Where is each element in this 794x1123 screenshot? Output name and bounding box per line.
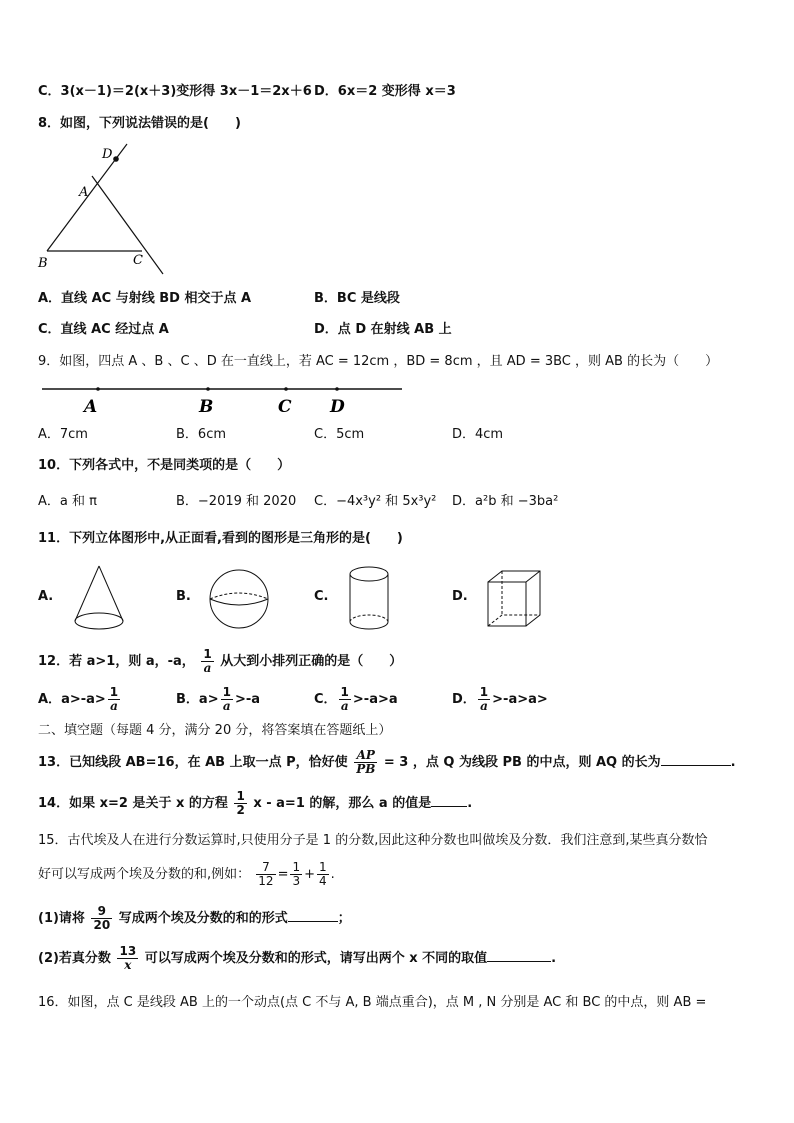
q14: 14．如果 x=2 是关于 x 的方程 $\frac{1}{2}$ x - a=1 的解，那么 a 的值是 . bbox=[38, 789, 473, 817]
q8-stem: 8．如图，下列说法错误的是( ) bbox=[38, 116, 241, 131]
q15-sub1-blank bbox=[288, 909, 338, 922]
q8-label-b: B bbox=[38, 256, 48, 271]
q9-figure bbox=[38, 380, 408, 418]
q13: 13．已知线段 AB=16，在 AB 上取一点 P，恰好使 $\frac{AP}{PB}$ = 3 ，点 Q 为线段 PB 的中点，则 AQ 的长为 . bbox=[38, 748, 736, 776]
q12-option-c: C． $\frac{1}{a}$ >-a>a bbox=[314, 685, 398, 713]
sphere-figure bbox=[207, 567, 271, 631]
q7-option-c: C．3(x－1)＝2(x＋3)变形得 3x－1＝2x＋6 bbox=[38, 84, 312, 99]
q10-option-a: A．a 和 π bbox=[38, 494, 97, 509]
q8-option-b: B．BC 是线段 bbox=[314, 291, 400, 306]
cylinder-figure bbox=[346, 564, 392, 636]
q12-stem-a: 12．若 a>1，则 a，-a， bbox=[38, 654, 195, 669]
q9-option-c: C．5cm bbox=[314, 427, 365, 442]
q10-stem: 10．下列各式中，不是同类项的是（ ） bbox=[38, 458, 291, 473]
q10-option-c: C．−4x³y² 和 5x³y² bbox=[314, 494, 437, 509]
q9-option-a: A．7cm bbox=[38, 427, 88, 442]
q10-option-d: D．a²b 和 −3ba² bbox=[452, 494, 559, 509]
q12-option-b: B．a> $\frac{1}{a}$ >-a bbox=[176, 685, 261, 713]
section-title-fill-in: 二、填空题（每题 4 分，满分 20 分，将答案填在答题纸上） bbox=[38, 723, 392, 738]
q8-label-a: A bbox=[79, 185, 89, 200]
q15-sub1: (1)请将 $\frac{9}{20}$ 写成两个埃及分数的和的形式 ； bbox=[38, 904, 351, 932]
q9-stem: 9．如图，四点 A 、B 、C 、D 在一直线上，若 AC = 12cm ，BD = 8cm ，且 AD = 3BC ，则 AB 的长为（ ） bbox=[38, 354, 719, 369]
q9-label-b: B bbox=[199, 397, 214, 417]
q9-label-c: C bbox=[278, 397, 292, 417]
q15-sub2-blank bbox=[487, 949, 551, 962]
q14-fraction: $\frac{1}{2}$ bbox=[236, 789, 245, 817]
q11-label-a: A. bbox=[38, 589, 54, 604]
q7-option-d: D．6x＝2 变形得 x＝3 bbox=[314, 84, 456, 99]
q12-stem bbox=[38, 648, 402, 675]
q12-fraction: $\frac{1}{a}$ bbox=[203, 647, 212, 675]
q15-sub2: (2)若真分数 $\frac{13}{x}$ 可以写成两个埃及分数和的形式，请写出两个 x 不同的取值 . bbox=[38, 944, 557, 972]
q8-figure bbox=[30, 138, 180, 278]
q15-line1: 15．古代埃及人在进行分数运算时,只使用分子是 1 的分数,因此这种分数也叫做埃及分数．我们注意到,某些真分数恰 bbox=[38, 833, 708, 848]
q14-answer-blank bbox=[431, 794, 467, 807]
q8-label-d: D bbox=[102, 147, 113, 162]
q13-answer-blank bbox=[661, 753, 731, 766]
q11-stem: 11．下列立体图形中,从正面看,看到的图形是三角形的是( ) bbox=[38, 531, 403, 546]
q8-option-a: A．直线 AC 与射线 BD 相交于点 A bbox=[38, 291, 252, 306]
q11-label-b: B. bbox=[176, 589, 191, 604]
q15-line2: 好可以写成两个埃及分数的和,例如： $\frac{7}{12}$ = $\frac{1}{3}$ + $\frac{1}{4}$ . bbox=[38, 860, 335, 888]
q13-fraction: $\frac{AP}{PB}$ bbox=[356, 748, 376, 776]
q9-label-d: D bbox=[330, 397, 345, 417]
q11-label-c: C. bbox=[314, 589, 329, 604]
cone-figure bbox=[72, 563, 126, 635]
q8-label-c: C bbox=[133, 253, 143, 268]
q12-stem-b: 从大到小排列正确的是（ ） bbox=[220, 654, 403, 669]
q12-option-a: A．a>-a> $\frac{1}{a}$ bbox=[38, 685, 119, 713]
q8-option-c: C．直线 AC 经过点 A bbox=[38, 322, 169, 337]
q16-stem: 16．如图，点 C 是线段 AB 上的一个动点(点 C 不与 A, B 端点重合)，点 M , N 分别是 AC 和 BC 的中点，则 AB = bbox=[38, 995, 707, 1010]
q9-label-a: A bbox=[84, 397, 98, 417]
q11-label-d: D. bbox=[452, 589, 468, 604]
q9-option-d: D．4cm bbox=[452, 427, 504, 442]
q9-option-b: B．6cm bbox=[176, 427, 227, 442]
q8-option-d: D．点 D 在射线 AB 上 bbox=[314, 322, 452, 337]
q10-option-b: B．−2019 和 2020 bbox=[176, 494, 297, 509]
cuboid-figure bbox=[484, 568, 546, 630]
q12-option-d: D． $\frac{1}{a}$ >-a>a> bbox=[452, 685, 548, 713]
